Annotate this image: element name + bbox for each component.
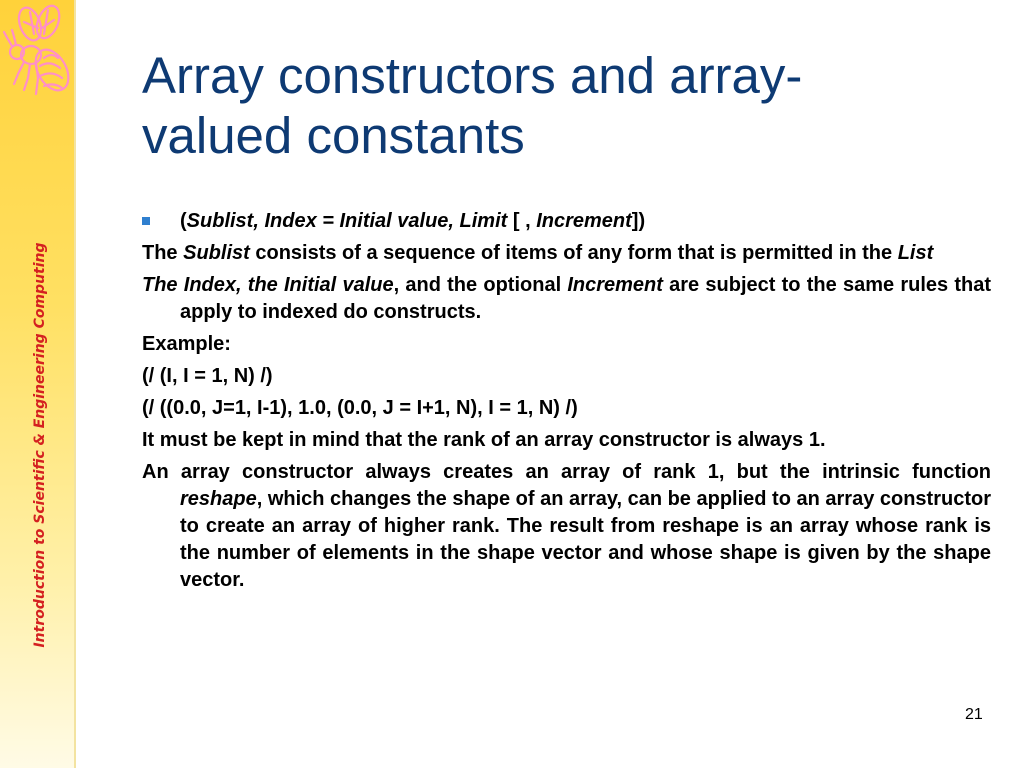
index-paragraph: The Index, the Initial value, and the optional Increment are subject to the same rules that apply to indexed do constructs. [142,274,991,323]
page-number: 21 [965,706,983,723]
syntax-args: Sublist, Index = Initial value, Limit [186,210,508,232]
sidebar-edge [74,0,76,768]
title-line-1: Array constructors and array- [142,47,803,104]
example-label: Example: [142,333,231,355]
reshape-paragraph: An array constructor always creates an array of rank 1, but the intrinsic function reshape, which changes the shape of an array, can be applied to an array constructor to create an array of higher rank. The result from reshape is an array whose rank is the number of elements in the shape vector and whose shape is given by the shape vector. [142,461,991,591]
sublist-paragraph: The Sublist consists of a sequence of items of any form that is permitted in the List [142,242,934,264]
example-line-1: (/ (I, I = 1, N) /) [142,365,273,387]
rank-paragraph: It must be kept in mind that the rank of an array constructor is always 1. [142,429,826,451]
syntax-bullet: (Sublist, Index = Initial value, Limit [ , Increment]) [142,208,991,235]
bee-icon [0,0,74,112]
square-bullet-icon [142,217,150,225]
example-line-2: (/ ((0.0, J=1, I-1), 1.0, (0.0, J = I+1, N), I = 1, N) /) [142,397,578,419]
syntax-increment: Increment [536,210,632,232]
slide-body [142,208,991,599]
title-line-2: valued constants [142,107,525,164]
sidebar-course-label: Introduction to Scientific & Engineering Computing [32,242,48,648]
slide-title [142,46,992,166]
